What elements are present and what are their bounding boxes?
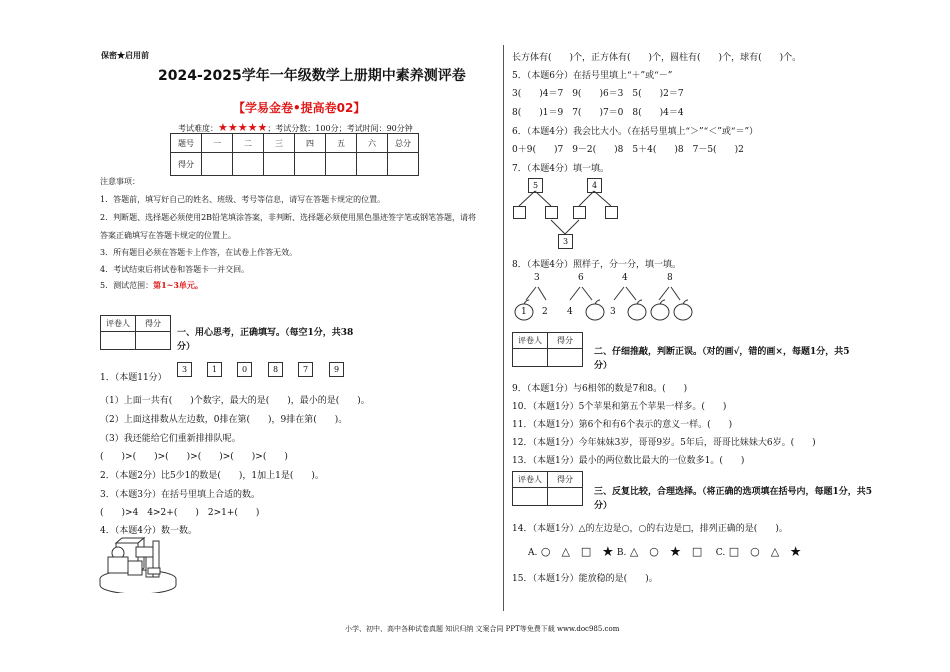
- split-given: 4: [567, 307, 573, 317]
- section-1-title: 一、用心思考，正确填写。（每空1分，共38: [177, 328, 354, 338]
- q1-part3: （3）我还能给它们重新排排队呢。: [100, 434, 241, 444]
- score-table: [170, 133, 419, 176]
- q5-line1: 3( )4＝7 9( )6＝3 5( )2＝7: [512, 89, 684, 99]
- grader-input[interactable]: [513, 488, 548, 506]
- subtitle: 【学易金卷•提高卷02】: [233, 101, 366, 115]
- note-2: 2．判断题、选择题必须使用2B铅笔填涂答案，非判断、选择题必须使用黑色墨迹签字笔或钢笔答题，请将: [100, 213, 477, 222]
- split-blank[interactable]: [605, 206, 618, 219]
- grader-label: 评卷人: [513, 472, 548, 488]
- digit-card: 8: [268, 362, 283, 377]
- q6: 6．（本题4分）我会比大小。（在括号里填上“＞”“＜”或“＝”）: [512, 127, 759, 137]
- score-input[interactable]: [388, 153, 419, 176]
- score-cell: 三: [264, 134, 295, 153]
- q9: 9．（本题1分）与6相邻的数是7和8。( ): [512, 384, 688, 394]
- score-cell: 一: [202, 134, 233, 153]
- q10: 10．（本题1分）5个苹果和第五个苹果一样多。( ): [512, 402, 727, 412]
- info-prefix: 考试难度：: [178, 124, 218, 133]
- score-input[interactable]: [357, 153, 388, 176]
- fruit-split-diagram: [508, 284, 703, 324]
- score-input[interactable]: [233, 153, 264, 176]
- q4: 4．（本题4分）数一数。: [100, 526, 197, 536]
- q1-order-line: ( )>( )>( )>( )>( )>( ): [100, 452, 288, 462]
- split-sample: 2: [542, 307, 548, 317]
- split-top: 3: [534, 273, 540, 283]
- digit-card: 0: [237, 362, 252, 377]
- section-1-title-cont: 分）: [177, 342, 196, 352]
- q2: 2．（本题2分）比5少1的数是( )，1加上1是( )。: [100, 471, 324, 481]
- option-a-shapes: ○ △ □ ★: [540, 545, 614, 558]
- section-2-title-cont: 分）: [594, 361, 613, 371]
- grader-label: 评卷人: [513, 333, 548, 349]
- digit-card: 1: [207, 362, 222, 377]
- option-b-shapes: △ ○ ★ □: [629, 545, 703, 558]
- option-c-label[interactable]: C.: [715, 548, 726, 558]
- note-5-range: 第1~3单元。: [153, 280, 203, 290]
- section-2-title: 二、仔细推敲，判断正误。（对的画√，错的画×，每题1分，共5: [594, 347, 850, 357]
- split-given: 3: [610, 307, 616, 317]
- split-blank[interactable]: [573, 206, 586, 219]
- q5-line2: 8( )1＝9 7( )7＝0 8( )4＝4: [512, 108, 684, 118]
- score-cell: 二: [233, 134, 264, 153]
- score-cell: 得分: [171, 153, 202, 176]
- score-input[interactable]: [295, 153, 326, 176]
- note-5-prefix: 5．测试范围：: [100, 281, 154, 290]
- q15: 15．（本题1分）能放稳的是( )。: [512, 574, 658, 584]
- note-3: 3．所有题目必须在答题卡上作答，在试卷上作答无效。: [100, 248, 298, 257]
- q1-part1: （1）上面一共有( )个数字，最大的是( )，最小的是( )。: [100, 396, 370, 406]
- q12: 12．（本题1分）今年妹妹3岁，哥哥9岁。5年后，哥哥比妹妹大6岁。( ): [512, 438, 816, 448]
- column-divider: [503, 45, 504, 611]
- note-4: 4．考试结束后将试卷和答题卡一并交回。: [100, 265, 250, 274]
- split-top-number: 4: [587, 178, 602, 193]
- split-blank[interactable]: [513, 206, 526, 219]
- page-title: 2024-2025学年一年级数学上册期中素养测评卷: [158, 68, 466, 84]
- grader-input[interactable]: [101, 332, 136, 350]
- option-a-label[interactable]: A.: [528, 548, 538, 558]
- split-sample: 1: [521, 307, 527, 317]
- split-top: 6: [578, 273, 584, 283]
- split-top-number: 5: [528, 178, 543, 193]
- digit-card: 7: [298, 362, 313, 377]
- q8: 8．（本题4分）照样子，分一分，填一填。: [512, 260, 681, 270]
- digit-card: 3: [177, 362, 192, 377]
- note-5: [100, 280, 203, 291]
- q11: 11．（本题1分）第6个和有6个表示的意义一样。( ): [512, 420, 733, 430]
- q6-line: 0＋9( )7 9－2( )8 5＋4( )8 7－5( )2: [512, 145, 744, 155]
- score-input[interactable]: [264, 153, 295, 176]
- grader-input[interactable]: [513, 349, 548, 367]
- option-c-shapes: □ ○ △ ★: [728, 545, 802, 558]
- score-value-row: [171, 153, 419, 176]
- section-3-title: 三、反复比较，合理选择。（将正确的选项填在括号内，每题1分，共5: [594, 487, 873, 497]
- note-1: 1．答题前，填写好自己的姓名、班级、考号等信息，请写在答题卡规定的位置。: [100, 195, 386, 204]
- grader-label: 得分: [548, 472, 583, 488]
- difficulty-stars-icon: ★★★★★: [218, 121, 268, 134]
- grader-label: 得分: [548, 333, 583, 349]
- grader-label: 得分: [136, 316, 171, 332]
- q14-options: [528, 543, 801, 559]
- score-cell: 五: [326, 134, 357, 153]
- footer: 小学、初中、高中各种试卷真题 知识归纳 文案合同 PPT等免费下载 www.doc985.com: [345, 625, 620, 633]
- note-2b: 答案正确填写在答题卡规定的位置上。: [100, 231, 236, 240]
- grader-box-2: [512, 332, 583, 367]
- grader-input[interactable]: [548, 488, 583, 506]
- score-header-row: [171, 134, 419, 153]
- score-cell: 题号: [171, 134, 202, 153]
- digit-card: 9: [329, 362, 344, 377]
- secret-label: 保密★启用前: [101, 50, 149, 60]
- grader-box-3: [512, 471, 583, 506]
- grader-label: 评卷人: [101, 316, 136, 332]
- q5: 5．（本题6分）在括号里填上“＋”或“－”: [512, 71, 673, 81]
- q1-label: 1．（本题11分）: [100, 373, 167, 383]
- score-cell: 总分: [388, 134, 419, 153]
- score-cell: 六: [357, 134, 388, 153]
- option-b-label[interactable]: B.: [616, 548, 627, 558]
- q3-line: ( )>4 4>2+( ) 2>1+( ): [100, 508, 260, 518]
- split-top: 8: [667, 273, 673, 283]
- solid-shapes-illustration: [98, 535, 180, 593]
- score-input[interactable]: [202, 153, 233, 176]
- q1-part2: （2）上面这排数从左边数，0排在第( )，9排在第( )。: [100, 415, 348, 425]
- score-cell: 四: [295, 134, 326, 153]
- grader-input[interactable]: [136, 332, 171, 350]
- split-top: 4: [622, 273, 628, 283]
- q3: 3．（本题3分）在括号里填上合适的数。: [100, 490, 260, 500]
- info-rest: ；考试分数：100分；考试时间：90分钟: [267, 124, 413, 133]
- split-blank[interactable]: [545, 206, 558, 219]
- grader-input[interactable]: [548, 349, 583, 367]
- q13: 13．（本题1分）最小的两位数比最大的一位数多1。( ): [512, 456, 745, 466]
- grader-box-1: [100, 315, 171, 350]
- notes-title: 注意事项：: [100, 177, 140, 186]
- q7: 7．（本题4分）填一填。: [512, 164, 609, 174]
- score-input[interactable]: [326, 153, 357, 176]
- q4-answer-line: 长方体有( )个，正方体有( )个，圆柱有( )个，球有( )个。: [512, 53, 802, 63]
- split-bottom-number: 3: [558, 234, 573, 249]
- section-3-title-cont: 分）: [594, 501, 613, 511]
- q14: 14．（本题1分）△的左边是○，○的右边是□，排列正确的是( )。: [512, 524, 788, 534]
